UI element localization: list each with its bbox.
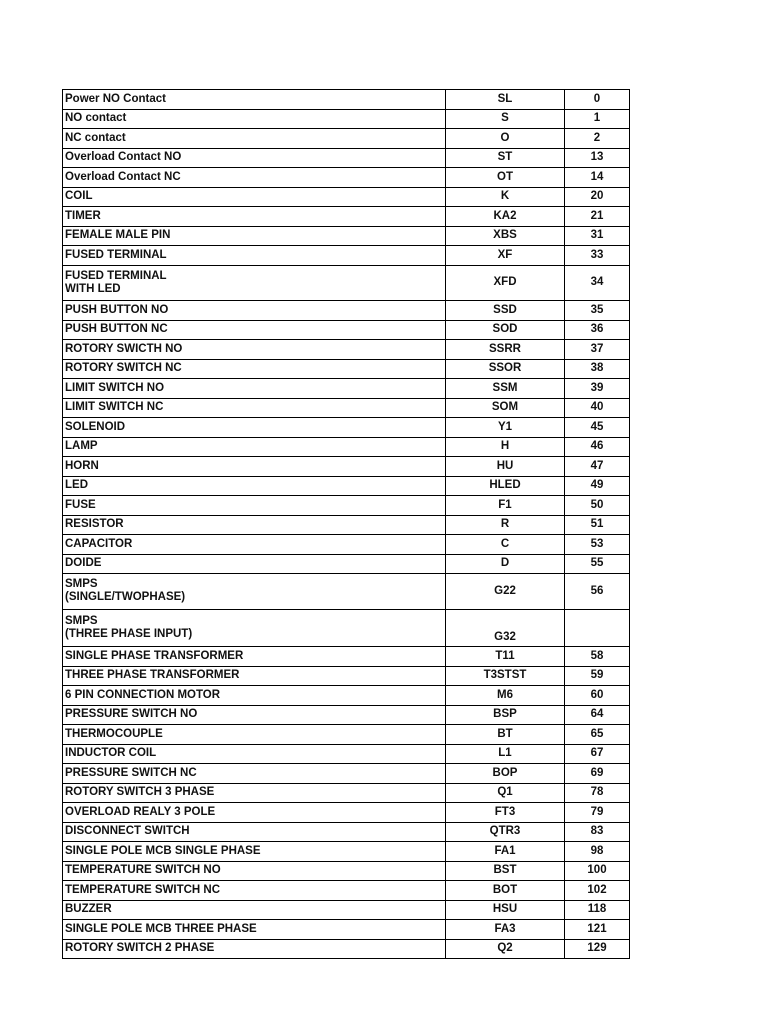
component-code-cell: K xyxy=(446,187,565,207)
table-row xyxy=(63,226,630,246)
component-code-cell: SOD xyxy=(446,320,565,340)
table-row xyxy=(63,554,630,574)
component-name-cell: BUZZER xyxy=(63,900,446,920)
component-code-cell: SSD xyxy=(446,301,565,321)
table-row xyxy=(63,900,630,920)
table-row xyxy=(63,666,630,686)
component-name-cell: PUSH BUTTON NC xyxy=(63,320,446,340)
table-row xyxy=(63,109,630,129)
table-row xyxy=(63,803,630,823)
table-row xyxy=(63,515,630,535)
table-row xyxy=(63,686,630,706)
table-row xyxy=(63,574,630,610)
component-code-cell: BOP xyxy=(446,764,565,784)
table-row xyxy=(63,783,630,803)
component-name-cell: NO contact xyxy=(63,109,446,129)
component-code-cell: FA3 xyxy=(446,920,565,940)
component-code-cell: O xyxy=(446,129,565,149)
table-row xyxy=(63,725,630,745)
component-number-cell: 1 xyxy=(565,109,630,129)
component-number-cell: 79 xyxy=(565,803,630,823)
component-number-cell: 64 xyxy=(565,705,630,725)
component-name-cell: TIMER xyxy=(63,207,446,227)
table-row xyxy=(63,90,630,110)
table-row xyxy=(63,320,630,340)
component-number-cell: 83 xyxy=(565,822,630,842)
component-code-cell: D xyxy=(446,554,565,574)
component-name-cell: NC contact xyxy=(63,129,446,149)
component-name-cell: FUSED TERMINAL xyxy=(63,246,446,266)
component-number-cell: 33 xyxy=(565,246,630,266)
table-row xyxy=(63,246,630,266)
component-code-cell: H xyxy=(446,437,565,457)
table-row xyxy=(63,437,630,457)
component-number-cell: 59 xyxy=(565,666,630,686)
component-number-cell: 100 xyxy=(565,861,630,881)
component-code-cell: HSU xyxy=(446,900,565,920)
table-row xyxy=(63,744,630,764)
component-number-cell: 50 xyxy=(565,496,630,516)
component-code-cell: SSRR xyxy=(446,340,565,360)
table-row xyxy=(63,822,630,842)
component-number-cell: 13 xyxy=(565,148,630,168)
table-row xyxy=(63,359,630,379)
table-row xyxy=(63,265,630,301)
table-row xyxy=(63,705,630,725)
table-row xyxy=(63,496,630,516)
table-row xyxy=(63,647,630,667)
component-number-cell: 78 xyxy=(565,783,630,803)
component-name-cell: Power NO Contact xyxy=(63,90,446,110)
component-number-cell: 39 xyxy=(565,379,630,399)
component-name-cell: HORN xyxy=(63,457,446,477)
component-name-cell: FEMALE MALE PIN xyxy=(63,226,446,246)
component-number-cell: 60 xyxy=(565,686,630,706)
component-number-cell: 14 xyxy=(565,168,630,188)
component-name-cell: ROTORY SWITCH 3 PHASE xyxy=(63,783,446,803)
component-code-cell: T3STST xyxy=(446,666,565,686)
component-code-cell: F1 xyxy=(446,496,565,516)
table-row xyxy=(63,881,630,901)
component-number-cell: 46 xyxy=(565,437,630,457)
component-code-cell: FT3 xyxy=(446,803,565,823)
table-body xyxy=(63,90,630,959)
component-code-cell: M6 xyxy=(446,686,565,706)
component-number-cell: 36 xyxy=(565,320,630,340)
component-name-cell: ROTORY SWICTH NO xyxy=(63,340,446,360)
table-row xyxy=(63,457,630,477)
component-name-cell: CAPACITOR xyxy=(63,535,446,555)
table-row xyxy=(63,609,630,647)
table-row xyxy=(63,207,630,227)
component-code-cell: G22 xyxy=(446,574,565,610)
component-code-cell: OT xyxy=(446,168,565,188)
component-name-cell: SINGLE PHASE TRANSFORMER xyxy=(63,647,446,667)
component-name-cell: PRESSURE SWITCH NO xyxy=(63,705,446,725)
component-code-cell: L1 xyxy=(446,744,565,764)
component-number-cell: 31 xyxy=(565,226,630,246)
component-name-cell: LED xyxy=(63,476,446,496)
component-name-cell: COIL xyxy=(63,187,446,207)
component-name-cell: PUSH BUTTON NO xyxy=(63,301,446,321)
component-name-cell: LIMIT SWITCH NO xyxy=(63,379,446,399)
component-number-cell: 45 xyxy=(565,418,630,438)
component-code-table xyxy=(62,89,630,959)
component-name-cell: ROTORY SWITCH NC xyxy=(63,359,446,379)
table-row xyxy=(63,187,630,207)
component-code-cell: XF xyxy=(446,246,565,266)
component-number-cell: 69 xyxy=(565,764,630,784)
component-code-cell: BT xyxy=(446,725,565,745)
table-row xyxy=(63,129,630,149)
table-row xyxy=(63,939,630,959)
component-code-cell: BOT xyxy=(446,881,565,901)
component-number-cell xyxy=(565,609,630,647)
table-row xyxy=(63,148,630,168)
component-code-cell: Y1 xyxy=(446,418,565,438)
component-number-cell: 51 xyxy=(565,515,630,535)
component-code-cell: R xyxy=(446,515,565,535)
component-name-cell: DOIDE xyxy=(63,554,446,574)
component-number-cell: 129 xyxy=(565,939,630,959)
component-code-cell: BSP xyxy=(446,705,565,725)
component-number-cell: 20 xyxy=(565,187,630,207)
component-name-cell: ROTORY SWITCH 2 PHASE xyxy=(63,939,446,959)
table-row xyxy=(63,340,630,360)
component-name-cell: PRESSURE SWITCH NC xyxy=(63,764,446,784)
component-name-cell: FUSED TERMINAL WITH LED xyxy=(63,265,446,301)
component-name-cell: THREE PHASE TRANSFORMER xyxy=(63,666,446,686)
component-number-cell: 49 xyxy=(565,476,630,496)
component-code-cell: G32 xyxy=(446,609,565,647)
table-row xyxy=(63,398,630,418)
table-row xyxy=(63,920,630,940)
table-row xyxy=(63,861,630,881)
component-number-cell: 65 xyxy=(565,725,630,745)
table-row xyxy=(63,168,630,188)
component-name-cell: SMPS (SINGLE/TWOPHASE) xyxy=(63,574,446,610)
component-code-cell: XBS xyxy=(446,226,565,246)
table-row xyxy=(63,418,630,438)
component-name-cell: TEMPERATURE SWITCH NO xyxy=(63,861,446,881)
component-code-cell: SL xyxy=(446,90,565,110)
table-row xyxy=(63,301,630,321)
component-name-cell: INDUCTOR COIL xyxy=(63,744,446,764)
table-row xyxy=(63,476,630,496)
component-number-cell: 55 xyxy=(565,554,630,574)
component-name-cell: SINGLE POLE MCB SINGLE PHASE xyxy=(63,842,446,862)
component-code-cell: C xyxy=(446,535,565,555)
component-number-cell: 67 xyxy=(565,744,630,764)
component-number-cell: 40 xyxy=(565,398,630,418)
component-code-cell: SSM xyxy=(446,379,565,399)
component-name-cell: 6 PIN CONNECTION MOTOR xyxy=(63,686,446,706)
component-code-cell: ST xyxy=(446,148,565,168)
table-row xyxy=(63,379,630,399)
component-code-cell: Q2 xyxy=(446,939,565,959)
component-number-cell: 37 xyxy=(565,340,630,360)
table-row xyxy=(63,764,630,784)
component-name-cell: DISCONNECT SWITCH xyxy=(63,822,446,842)
component-code-cell: HLED xyxy=(446,476,565,496)
component-name-cell: RESISTOR xyxy=(63,515,446,535)
component-name-cell: SMPS (THREE PHASE INPUT) xyxy=(63,609,446,647)
component-code-cell: T11 xyxy=(446,647,565,667)
component-number-cell: 56 xyxy=(565,574,630,610)
component-name-cell: Overload Contact NO xyxy=(63,148,446,168)
table-row xyxy=(63,535,630,555)
component-code-cell: FA1 xyxy=(446,842,565,862)
component-name-cell: LAMP xyxy=(63,437,446,457)
component-name-cell: THERMOCOUPLE xyxy=(63,725,446,745)
component-number-cell: 34 xyxy=(565,265,630,301)
component-code-cell: Q1 xyxy=(446,783,565,803)
component-code-cell: KA2 xyxy=(446,207,565,227)
component-code-cell: SSOR xyxy=(446,359,565,379)
component-name-cell: SINGLE POLE MCB THREE PHASE xyxy=(63,920,446,940)
component-name-cell: SOLENOID xyxy=(63,418,446,438)
component-code-cell: S xyxy=(446,109,565,129)
component-number-cell: 118 xyxy=(565,900,630,920)
component-number-cell: 35 xyxy=(565,301,630,321)
component-code-cell: HU xyxy=(446,457,565,477)
component-number-cell: 98 xyxy=(565,842,630,862)
table-row xyxy=(63,842,630,862)
component-code-cell: SOM xyxy=(446,398,565,418)
component-number-cell: 121 xyxy=(565,920,630,940)
component-number-cell: 38 xyxy=(565,359,630,379)
component-name-cell: TEMPERATURE SWITCH NC xyxy=(63,881,446,901)
component-code-cell: BST xyxy=(446,861,565,881)
component-number-cell: 2 xyxy=(565,129,630,149)
component-code-cell: XFD xyxy=(446,265,565,301)
component-name-cell: Overload Contact NC xyxy=(63,168,446,188)
component-number-cell: 102 xyxy=(565,881,630,901)
component-name-cell: LIMIT SWITCH NC xyxy=(63,398,446,418)
component-number-cell: 58 xyxy=(565,647,630,667)
component-number-cell: 47 xyxy=(565,457,630,477)
component-number-cell: 21 xyxy=(565,207,630,227)
component-number-cell: 0 xyxy=(565,90,630,110)
component-code-cell: QTR3 xyxy=(446,822,565,842)
component-name-cell: OVERLOAD REALY 3 POLE xyxy=(63,803,446,823)
component-number-cell: 53 xyxy=(565,535,630,555)
component-name-cell: FUSE xyxy=(63,496,446,516)
